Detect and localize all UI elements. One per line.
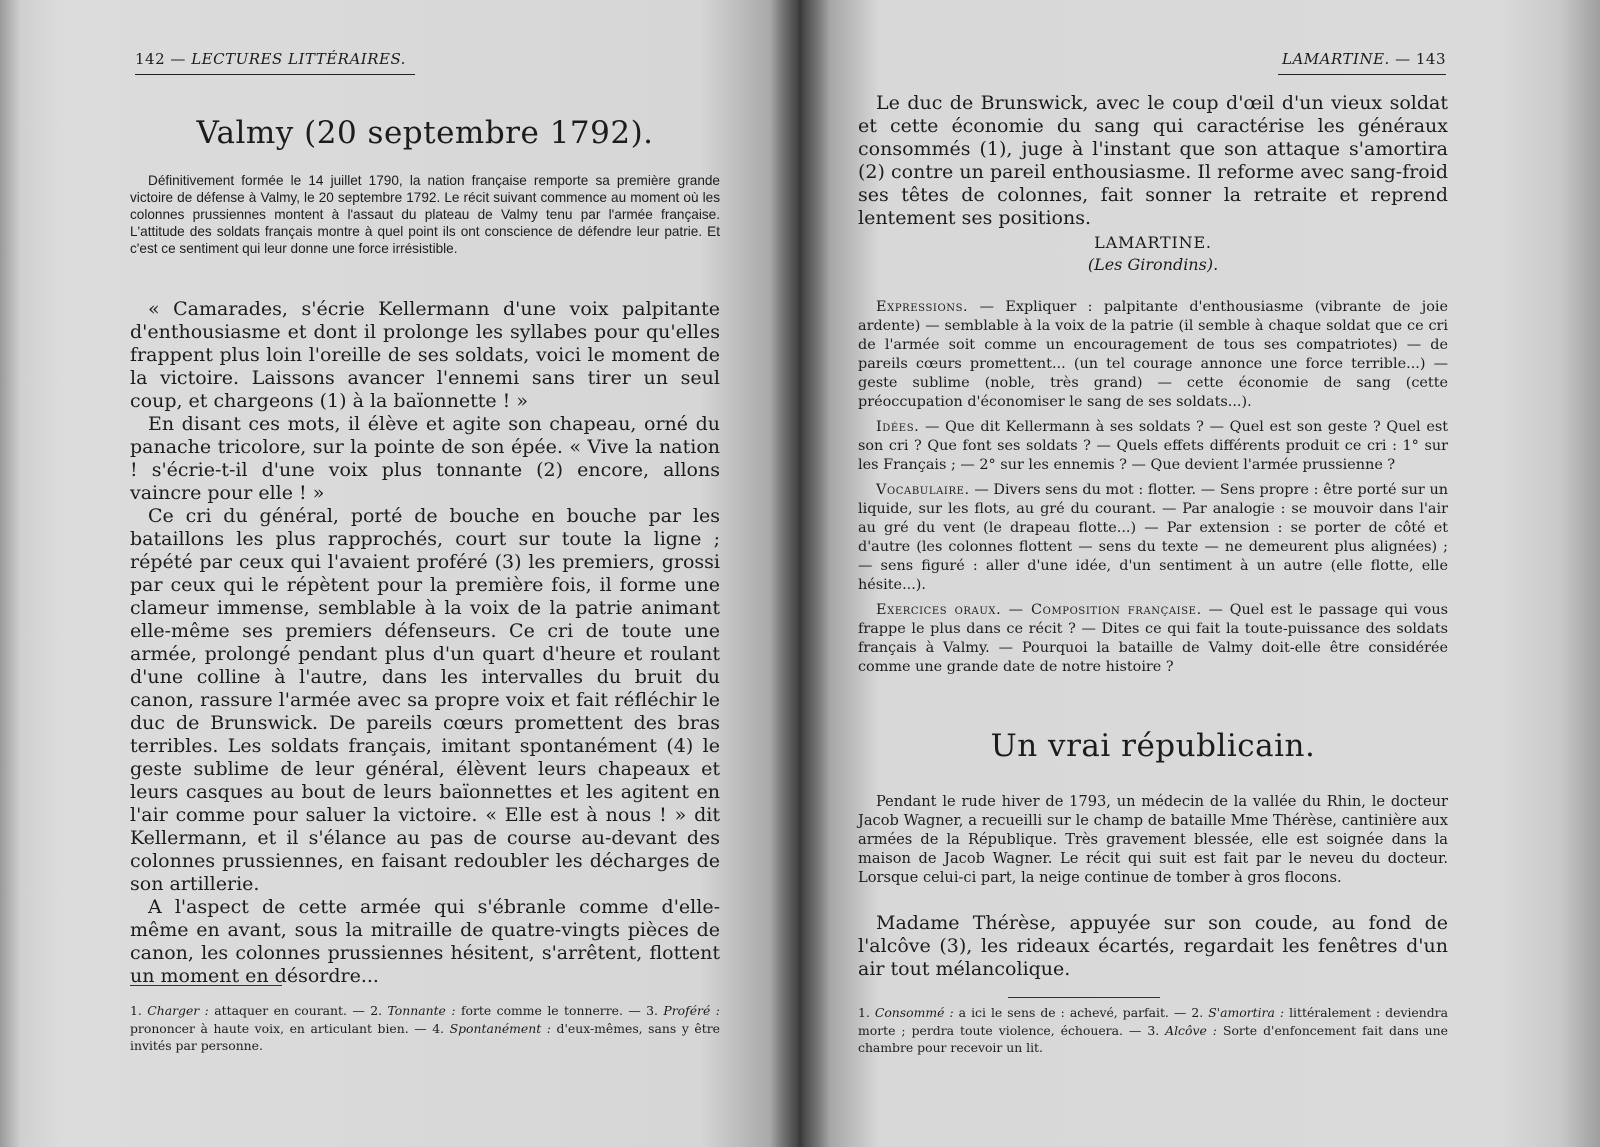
exercise-vocabulaire-text: — Divers sens du mot : flotter. — Sens propre : être porté sur un liquide, sur les flots, au gré du courant. — Par analogie : se mouvoir dans l'air au gré du vent (le drapeau flotte...) — Par extension : se porter de côté et d'autre (les colonnes flottent — sens du texte — ne demeurent plus alignées) ; — sens figuré : aller d'une idée, d'un sentiment à un autre (elle flotte, elle hésite...). [858,482,1448,593]
right-page [830,0,1600,1147]
republicain-intro: Pendant le rude hiver de 1793, un médecin de la vallée du Rhin, le docteur Jacob Wagner, a recueilli sur le champ de bataille Mme Thérèse, cantinière aux armées de la République. Très gravement blessée, elle est soignée dans la maison de Jacob Wagner. Le récit qui suit est fait par le neveu du docteur. Lorsque celui-ci part, la neige continue de tomber à gros flocons. [858,793,1448,886]
left-footnote-3-def: prononcer à haute voix, en articulant bien. — [130,1020,427,1036]
exercise-oraux [858,601,1448,677]
left-running-title: LECTURES LITTÉRAIRES. [191,50,406,68]
left-footnote-rule-wrap [130,985,720,986]
exercise-idees-text: — Que dit Kellermann à ses soldats ? — Quel est son geste ? Quel est son cri ? Que font ses soldats ? — Quels effets différents produit ce cri : 1° sur les Français ; — 2° sur les ennemis ? — Que devient l'armée prussienne ? [858,419,1448,473]
right-footnote-rule-wrap [858,997,1448,998]
left-footnote-3-term: Proféré : [663,1003,720,1018]
left-intro-block [130,172,720,257]
left-footnote-1-num: 1. [130,1003,142,1018]
right-footnote-3-num: 3. [1147,1022,1160,1038]
left-footnote-4-term: Spontanément : [449,1020,551,1036]
exercise-expressions [858,298,1448,412]
left-footnote-4-num: 4. [432,1020,445,1036]
exercise-expressions-text: — Expliquer : palpitante d'enthousiasme (vibrante de joie ardente) — semblable à la voix de la patrie (il semble à chaque soldat que ce cri de l'armée soit comme un encouragement de tous ses compatriotes) — de pareils cœurs promettent... (un tel courage annonce une force terrible...) — geste sublime (noble, très grand) — cette économie de sang (cette préoccupation d'économiser le sang de ses soldats...). [858,299,1448,410]
exercise-idees [858,418,1448,475]
exercise-vocabulaire-label: Vocabulaire. [876,482,970,498]
left-page-number: 142 [135,50,166,68]
exercises-block [858,298,1448,683]
left-footnote-2-def: forte comme le tonnerre. — [460,1003,641,1018]
left-footnote-rule [130,985,282,986]
exercise-idees-label: Idées. [876,419,920,435]
right-footnote-rule [1008,997,1160,998]
left-footnote-2-term: Tonnante : [387,1003,456,1018]
republicain-intro-block [858,792,1448,887]
right-footnote-3-term: Alcôve : [1165,1022,1217,1038]
right-footnote-2-num: 2. [1191,1005,1204,1020]
left-running-head: 142 — LECTURES LITTÉRAIRES. [135,50,415,75]
valmy-paragraph-3: Ce cri du général, porté de bouche en bouche par les bataillons les plus rapprochés, court sur toute la ligne ; répété par ceux qui l'avaient proféré (3) les premiers, grossi par ceux qui le répètent pour la première fois, il forme une clameur immense, semblable à la voix de la patrie animant elle-même ses premiers défenseurs. Ce cri de toute une armée, prolongé pendant plus d'un quart d'heure et roulant d'une colline à l'autre, dans les intervalles du bruit du canon, rassure l'armée avec sa propre voix et fait réfléchir le duc de Brunswick. De pareils cœurs promettent des bras terribles. Les soldats français, imitant spontanément (4) le geste sublime de leur général, élèvent leurs chapeaux et leurs casques au bout de leurs baïonnettes et les agitent en l'air comme pour saluer la victoire. « Elle est à nous ! » dit Kellermann, et il s'élance au pas de course au-devant des colonnes prussiennes, en faisant redoubler les décharges de son artillerie. [130,505,720,895]
left-footnotes [130,1002,720,1055]
left-footnote-2-num: 2. [370,1003,383,1018]
right-running-head: LAMARTINE. — 143 [1278,50,1446,75]
left-footnote-4-def: d'eux-mêmes, sans y être invités par personne. [130,1020,720,1053]
left-page [0,0,780,1147]
left-title-block [130,115,720,151]
right-footnote-2-def: littéralement : deviendra morte ; perdra toute violence, échouera. — [858,1005,1448,1038]
right-footnote-1-num: 1. [858,1005,870,1020]
exercise-vocabulaire [858,481,1448,595]
right-footnote-1-def: a ici le sens de : achevé, parfait. — [958,1005,1187,1020]
valmy-title: Valmy (20 septembre 1792). [196,115,654,151]
continuation-block [858,92,1448,230]
left-footnote-1-def: attaquer en courant. — [214,1003,365,1018]
valmy-paragraph-1: « Camarades, s'écrie Kellermann d'une voix palpitante d'enthousiasme et dont il prolonge les syllabes pour qu'elles frappent plus loin l'oreille de ses soldats, voici le moment de la victoire. Laissons avancer l'ennemi sans tirer un seul coup, et chargeons (1) à la baïonnette ! » [130,298,720,412]
signature-block [858,232,1448,276]
left-footnote-3-num: 3. [646,1003,658,1018]
exercise-oraux-text: — Quel est le passage qui vous frappe le plus dans ce récit ? — Dites ce qui fait la toute-puissance des soldats français à Valmy. — Pourquoi la bataille de Valmy doit-elle être considérée comme une grande date de notre histoire ? [858,602,1448,675]
right-running-title: LAMARTINE. [1282,50,1390,68]
valmy-paragraph-2: En disant ces mots, il élève et agite son chapeau, orné du panache tricolore, sur la pointe de son épée. « Vive la nation ! s'écrie-t-il d'une voix plus tonnante (2) encore, allons vaincre pour elle ! » [130,413,720,504]
republicain-title-block [858,728,1448,764]
exercise-expressions-label: Expressions. [876,299,969,315]
continuation-paragraph: Le duc de Brunswick, avec le coup d'œil d'un vieux soldat et cette économie du sang qui caractérise les généraux consommés (1), juge à l'instant que son attaque s'amortira (2) contre un pareil enthousiasme. Il reforme avec sang-froid ses têtes de colonnes, fait sonner la retraite et reprend lentement ses positions. [858,92,1448,229]
republicain-title: Un vrai républicain. [990,728,1316,764]
right-footnote-1-term: Consommé : [874,1005,954,1020]
valmy-body [130,298,720,988]
right-footnotes [858,1004,1448,1057]
work-title: (Les Girondins). [1087,255,1219,274]
republicain-opening: Madame Thérèse, appuyée sur son coude, au fond de l'alcôve (3), les rideaux écartés, regardait les fenêtres d'un air tout mélancolique. [858,912,1448,980]
republicain-opening-block [858,912,1448,981]
right-page-number: 143 [1415,50,1446,68]
valmy-intro: Définitivement formée le 14 juillet 1790, la nation française remporte sa première grande victoire de défense à Valmy, le 20 septembre 1792. Le récit suivant commence au moment où les colonnes prussiennes montent à l'assaut du plateau de Valmy tenu par l'armée française. L'attitude des soldats français montre à quel point ils ont conscience de défendre leur patrie. Et c'est ce sentiment qui leur donne une force irrésistible. [130,173,720,256]
left-footnote-1-term: Charger : [147,1003,209,1018]
valmy-paragraph-4: A l'aspect de cette armée qui s'ébranle comme d'elle-même en avant, sous la mitraille de quatre-vingts pièces de canon, les colonnes prussiennes hésitent, s'arrêtent, flottent un moment en désordre... [130,896,720,987]
exercise-oraux-label: Exercices oraux. — Composition française. [876,602,1202,618]
author-name: LAMARTINE. [1094,233,1212,252]
right-footnote-3-def: Sorte d'enfoncement fait dans une chambre pour recevoir un lit. [858,1022,1448,1055]
right-footnote-2-term: S'amortira : [1208,1005,1285,1020]
